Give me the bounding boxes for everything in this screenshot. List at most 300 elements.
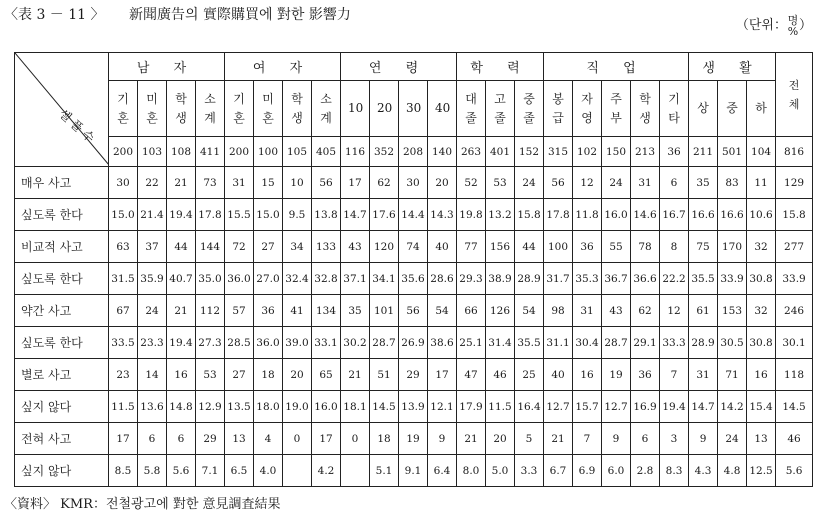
percent-cell: 28.7 bbox=[602, 327, 631, 359]
group-header: 직 업 bbox=[544, 53, 689, 81]
percent-cell: 17.6 bbox=[370, 199, 399, 231]
percent-cell: 30.1 bbox=[776, 327, 813, 359]
count-cell: 8 bbox=[660, 231, 689, 263]
count-cell: 55 bbox=[602, 231, 631, 263]
percent-cell: 39.0 bbox=[283, 327, 312, 359]
count-cell: 246 bbox=[776, 295, 813, 327]
percent-cell: 14.8 bbox=[167, 391, 196, 423]
count-cell: 19 bbox=[602, 359, 631, 391]
percent-cell: 8.3 bbox=[660, 455, 689, 487]
unit-denominator: % bbox=[787, 24, 799, 38]
sample-count: 108 bbox=[167, 137, 196, 167]
percent-cell: 16.7 bbox=[660, 199, 689, 231]
sub-header bbox=[225, 81, 254, 137]
count-cell: 6 bbox=[631, 423, 660, 455]
percent-cell: 10.6 bbox=[747, 199, 776, 231]
row-label: 약간 사고 bbox=[15, 295, 109, 327]
sub-header bbox=[689, 81, 718, 137]
sample-count: 103 bbox=[138, 137, 167, 167]
percent-cell: 14.6 bbox=[631, 199, 660, 231]
row-label: 별로 사고 bbox=[15, 359, 109, 391]
count-cell: 12 bbox=[573, 167, 602, 199]
count-cell: 98 bbox=[544, 295, 573, 327]
percent-cell: 16.6 bbox=[689, 199, 718, 231]
count-cell: 24 bbox=[602, 167, 631, 199]
corner-cell bbox=[15, 53, 109, 167]
sample-count: 401 bbox=[486, 137, 515, 167]
percent-cell: 12.5 bbox=[747, 455, 776, 487]
percent-cell: 19.0 bbox=[283, 391, 312, 423]
sub-header-text: 기 혼 bbox=[233, 91, 245, 125]
unit-numerator: 명 bbox=[787, 13, 799, 27]
percent-cell: 13.8 bbox=[312, 199, 341, 231]
count-cell: 54 bbox=[428, 295, 457, 327]
count-cell: 19 bbox=[399, 423, 428, 455]
percent-cell: 28.6 bbox=[428, 263, 457, 295]
count-cell: 62 bbox=[370, 167, 399, 199]
count-cell: 36 bbox=[573, 231, 602, 263]
count-cell: 31 bbox=[225, 167, 254, 199]
count-cell: 44 bbox=[167, 231, 196, 263]
sub-header-text: 대 졸 bbox=[465, 91, 477, 125]
sub-header-text: 소 계 bbox=[204, 91, 216, 125]
row-label: 싶도록 한다 bbox=[15, 327, 109, 359]
percent-cell: 33.5 bbox=[109, 327, 138, 359]
sample-count: 315 bbox=[544, 137, 573, 167]
count-cell: 3 bbox=[660, 423, 689, 455]
count-cell: 22 bbox=[138, 167, 167, 199]
count-cell: 32 bbox=[747, 295, 776, 327]
percent-cell: 5.8 bbox=[138, 455, 167, 487]
count-cell: 156 bbox=[486, 231, 515, 263]
count-cell: 16 bbox=[167, 359, 196, 391]
percent-cell: 19.8 bbox=[457, 199, 486, 231]
sub-header bbox=[457, 81, 486, 137]
percent-cell: 23.3 bbox=[138, 327, 167, 359]
count-cell: 75 bbox=[689, 231, 718, 263]
sample-count: 152 bbox=[515, 137, 544, 167]
sub-header-text: 미 혼 bbox=[146, 91, 158, 125]
sample-count-row bbox=[15, 137, 813, 167]
count-cell: 129 bbox=[776, 167, 813, 199]
percent-cell: 28.9 bbox=[515, 263, 544, 295]
row-label: 싶도록 한다 bbox=[15, 263, 109, 295]
sample-count: 100 bbox=[254, 137, 283, 167]
count-cell: 30 bbox=[109, 167, 138, 199]
count-cell: 46 bbox=[776, 423, 813, 455]
percent-cell: 31.1 bbox=[544, 327, 573, 359]
table-row bbox=[15, 391, 813, 423]
sample-count: 411 bbox=[196, 137, 225, 167]
count-cell: 83 bbox=[718, 167, 747, 199]
count-cell: 61 bbox=[689, 295, 718, 327]
count-cell: 56 bbox=[544, 167, 573, 199]
percent-cell: 35.5 bbox=[515, 327, 544, 359]
percent-cell: 18.0 bbox=[254, 391, 283, 423]
table-title-text: 新聞廣告의 實際購買에 對한 影響力 bbox=[128, 7, 351, 23]
percent-cell: 35.3 bbox=[573, 263, 602, 295]
count-cell: 126 bbox=[486, 295, 515, 327]
count-cell: 20 bbox=[486, 423, 515, 455]
group-header: 연 령 bbox=[341, 53, 457, 81]
count-cell: 9 bbox=[602, 423, 631, 455]
count-cell: 40 bbox=[544, 359, 573, 391]
table-row bbox=[15, 455, 813, 487]
count-cell: 40 bbox=[428, 231, 457, 263]
percent-cell: 4.3 bbox=[689, 455, 718, 487]
sub-header-text: 미 혼 bbox=[262, 91, 274, 125]
percent-cell: 4.8 bbox=[718, 455, 747, 487]
total-header-text: 전 체 bbox=[788, 78, 800, 111]
sub-header bbox=[602, 81, 631, 137]
percent-cell: 36.0 bbox=[225, 263, 254, 295]
count-cell: 41 bbox=[283, 295, 312, 327]
count-cell: 46 bbox=[486, 359, 515, 391]
count-cell: 21 bbox=[167, 167, 196, 199]
count-cell: 31 bbox=[631, 167, 660, 199]
percent-cell: 30.8 bbox=[747, 327, 776, 359]
sub-header-text: 중 졸 bbox=[523, 91, 535, 125]
percent-cell: 17.8 bbox=[544, 199, 573, 231]
percent-cell: 12.7 bbox=[544, 391, 573, 423]
sub-header bbox=[631, 81, 660, 137]
percent-cell: 35.5 bbox=[689, 263, 718, 295]
percent-cell: 16.9 bbox=[631, 391, 660, 423]
count-cell: 13 bbox=[747, 423, 776, 455]
sub-header-text: 중 bbox=[726, 101, 738, 115]
percent-cell: 5.1 bbox=[370, 455, 399, 487]
count-cell: 7 bbox=[660, 359, 689, 391]
percent-cell: 17.9 bbox=[457, 391, 486, 423]
count-cell: 16 bbox=[747, 359, 776, 391]
count-cell: 112 bbox=[196, 295, 225, 327]
count-cell: 120 bbox=[370, 231, 399, 263]
sub-header-text: 소 계 bbox=[320, 91, 332, 125]
percent-cell: 31.4 bbox=[486, 327, 515, 359]
count-cell: 9 bbox=[689, 423, 718, 455]
table-row bbox=[15, 199, 813, 231]
count-cell: 6 bbox=[167, 423, 196, 455]
percent-cell: 28.7 bbox=[370, 327, 399, 359]
percent-cell: 14.5 bbox=[370, 391, 399, 423]
sub-header bbox=[283, 81, 312, 137]
row-label: 전혀 사고 bbox=[15, 423, 109, 455]
percent-cell: 38.6 bbox=[428, 327, 457, 359]
percent-cell: 27.3 bbox=[196, 327, 225, 359]
unit-prefix: （단위： bbox=[735, 18, 787, 33]
count-cell: 7 bbox=[573, 423, 602, 455]
sample-count: 102 bbox=[573, 137, 602, 167]
sub-header bbox=[399, 81, 428, 137]
count-cell: 16 bbox=[573, 359, 602, 391]
count-cell: 63 bbox=[109, 231, 138, 263]
count-cell: 144 bbox=[196, 231, 225, 263]
percent-cell: 14.7 bbox=[689, 391, 718, 423]
table-row bbox=[15, 327, 813, 359]
sub-header bbox=[718, 81, 747, 137]
table-row bbox=[15, 231, 813, 263]
table-row bbox=[15, 359, 813, 391]
count-cell: 20 bbox=[283, 359, 312, 391]
percent-cell: 6.9 bbox=[573, 455, 602, 487]
percent-cell: 16.6 bbox=[718, 199, 747, 231]
table-row bbox=[15, 263, 813, 295]
sub-header-row bbox=[15, 81, 813, 137]
percent-cell: 13.9 bbox=[399, 391, 428, 423]
count-cell: 133 bbox=[312, 231, 341, 263]
count-cell: 34 bbox=[283, 231, 312, 263]
sub-header bbox=[515, 81, 544, 137]
count-cell: 17 bbox=[312, 423, 341, 455]
count-cell: 31 bbox=[689, 359, 718, 391]
percent-cell: 11.5 bbox=[486, 391, 515, 423]
count-cell: 43 bbox=[602, 295, 631, 327]
sample-count: 213 bbox=[631, 137, 660, 167]
count-cell: 31 bbox=[573, 295, 602, 327]
count-cell: 15 bbox=[254, 167, 283, 199]
percent-cell: 15.5 bbox=[225, 199, 254, 231]
sub-header-text: 40 bbox=[435, 101, 451, 115]
percent-cell: 31.7 bbox=[544, 263, 573, 295]
unit-fraction bbox=[787, 15, 799, 37]
sample-count: 140 bbox=[428, 137, 457, 167]
percent-cell: 5.6 bbox=[776, 455, 813, 487]
sample-count: 211 bbox=[689, 137, 718, 167]
sample-count: 816 bbox=[776, 137, 813, 167]
count-cell: 52 bbox=[457, 167, 486, 199]
percent-cell: 26.9 bbox=[399, 327, 428, 359]
percent-cell: 30.5 bbox=[718, 327, 747, 359]
percent-cell: 3.3 bbox=[515, 455, 544, 487]
count-cell: 32 bbox=[747, 231, 776, 263]
percent-cell: 12.9 bbox=[196, 391, 225, 423]
percent-cell: 36.0 bbox=[254, 327, 283, 359]
count-cell: 67 bbox=[109, 295, 138, 327]
count-cell: 71 bbox=[718, 359, 747, 391]
sub-header bbox=[573, 81, 602, 137]
count-cell: 24 bbox=[718, 423, 747, 455]
sub-header bbox=[167, 81, 196, 137]
table-row bbox=[15, 167, 813, 199]
sub-header bbox=[138, 81, 167, 137]
group-header: 학 력 bbox=[457, 53, 544, 81]
sub-header bbox=[747, 81, 776, 137]
group-header: 생 활 bbox=[689, 53, 776, 81]
percent-cell: 18.1 bbox=[341, 391, 370, 423]
percent-cell: 15.8 bbox=[776, 199, 813, 231]
percent-cell: 15.4 bbox=[747, 391, 776, 423]
percent-cell: 13.6 bbox=[138, 391, 167, 423]
sub-header-text: 봉 급 bbox=[552, 91, 564, 125]
sub-header-text: 기 타 bbox=[668, 91, 680, 125]
percent-cell: 8.0 bbox=[457, 455, 486, 487]
percent-cell: 12.7 bbox=[602, 391, 631, 423]
count-cell: 74 bbox=[399, 231, 428, 263]
count-cell: 65 bbox=[312, 359, 341, 391]
sub-header-text: 주 부 bbox=[610, 91, 622, 125]
sub-header bbox=[370, 81, 399, 137]
count-cell: 51 bbox=[370, 359, 399, 391]
count-cell: 62 bbox=[631, 295, 660, 327]
count-cell: 43 bbox=[341, 231, 370, 263]
percent-cell: 6.4 bbox=[428, 455, 457, 487]
count-cell: 47 bbox=[457, 359, 486, 391]
percent-cell: 9.5 bbox=[283, 199, 312, 231]
count-cell: 56 bbox=[399, 295, 428, 327]
count-cell: 56 bbox=[312, 167, 341, 199]
percent-cell: 5.0 bbox=[486, 455, 515, 487]
count-cell: 36 bbox=[631, 359, 660, 391]
count-cell: 17 bbox=[109, 423, 138, 455]
table-number: 〈表 3 － 11 〉 bbox=[4, 7, 105, 23]
percent-cell: 33.1 bbox=[312, 327, 341, 359]
percent-cell: 29.3 bbox=[457, 263, 486, 295]
percent-cell: 17.8 bbox=[196, 199, 225, 231]
percent-cell: 12.1 bbox=[428, 391, 457, 423]
sub-header-text: 고 졸 bbox=[494, 91, 506, 125]
count-cell: 0 bbox=[341, 423, 370, 455]
row-label: 싶도록 한다 bbox=[15, 199, 109, 231]
count-cell: 11 bbox=[747, 167, 776, 199]
count-cell: 57 bbox=[225, 295, 254, 327]
percent-cell: 35.0 bbox=[196, 263, 225, 295]
sample-count: 150 bbox=[602, 137, 631, 167]
percent-cell: 16.4 bbox=[515, 391, 544, 423]
percent-cell: 6.0 bbox=[602, 455, 631, 487]
sub-header-text: 학 생 bbox=[175, 91, 187, 125]
sample-count: 200 bbox=[225, 137, 254, 167]
count-cell: 18 bbox=[254, 359, 283, 391]
count-cell: 24 bbox=[515, 167, 544, 199]
sample-count: 501 bbox=[718, 137, 747, 167]
sub-header bbox=[312, 81, 341, 137]
percent-cell: 7.1 bbox=[196, 455, 225, 487]
count-cell: 10 bbox=[283, 167, 312, 199]
sub-header bbox=[196, 81, 225, 137]
percent-cell: 35.9 bbox=[138, 263, 167, 295]
total-header bbox=[776, 53, 813, 137]
count-cell: 134 bbox=[312, 295, 341, 327]
count-cell: 77 bbox=[457, 231, 486, 263]
count-cell: 25 bbox=[515, 359, 544, 391]
percent-cell: 16.0 bbox=[312, 391, 341, 423]
count-cell: 35 bbox=[689, 167, 718, 199]
sub-header-text: 자 영 bbox=[581, 91, 593, 125]
count-cell: 21 bbox=[341, 359, 370, 391]
count-cell: 30 bbox=[399, 167, 428, 199]
count-cell: 53 bbox=[196, 359, 225, 391]
sub-header-text: 학 생 bbox=[291, 91, 303, 125]
sub-header bbox=[341, 81, 370, 137]
percent-cell: 38.9 bbox=[486, 263, 515, 295]
sub-header bbox=[486, 81, 515, 137]
percent-cell: 33.9 bbox=[718, 263, 747, 295]
count-cell: 27 bbox=[254, 231, 283, 263]
count-cell: 4 bbox=[254, 423, 283, 455]
count-cell: 20 bbox=[428, 167, 457, 199]
percent-cell: 15.0 bbox=[254, 199, 283, 231]
percent-cell: 37.1 bbox=[341, 263, 370, 295]
sample-count: 208 bbox=[399, 137, 428, 167]
percent-cell: 35.6 bbox=[399, 263, 428, 295]
percent-cell: 13.5 bbox=[225, 391, 254, 423]
percent-cell: 28.9 bbox=[689, 327, 718, 359]
percent-cell: 15.8 bbox=[515, 199, 544, 231]
count-cell: 44 bbox=[515, 231, 544, 263]
sub-header-text: 기 혼 bbox=[117, 91, 129, 125]
percent-cell: 14.7 bbox=[341, 199, 370, 231]
percent-cell: 40.7 bbox=[167, 263, 196, 295]
percent-cell: 30.4 bbox=[573, 327, 602, 359]
table-row bbox=[15, 295, 813, 327]
sample-count: 36 bbox=[660, 137, 689, 167]
sample-count: 405 bbox=[312, 137, 341, 167]
percent-cell bbox=[283, 455, 312, 487]
row-label: 싶지 않다 bbox=[15, 391, 109, 423]
percent-cell: 28.5 bbox=[225, 327, 254, 359]
row-label: 매우 사고 bbox=[15, 167, 109, 199]
count-cell: 21 bbox=[167, 295, 196, 327]
count-cell: 37 bbox=[138, 231, 167, 263]
percent-cell: 30.2 bbox=[341, 327, 370, 359]
percent-cell: 6.7 bbox=[544, 455, 573, 487]
sub-header-text: 10 bbox=[348, 101, 364, 115]
group-header: 여 자 bbox=[225, 53, 341, 81]
sample-size-label: 셀 플 수 bbox=[56, 106, 98, 146]
sub-header bbox=[544, 81, 573, 137]
percent-cell: 36.7 bbox=[602, 263, 631, 295]
percent-cell: 19.4 bbox=[167, 199, 196, 231]
percent-cell: 34.1 bbox=[370, 263, 399, 295]
count-cell: 35 bbox=[341, 295, 370, 327]
count-cell: 78 bbox=[631, 231, 660, 263]
percent-cell: 32.8 bbox=[312, 263, 341, 295]
group-header-row bbox=[15, 53, 813, 81]
count-cell: 21 bbox=[544, 423, 573, 455]
sub-header bbox=[660, 81, 689, 137]
percent-cell: 33.9 bbox=[776, 263, 813, 295]
percent-cell: 14.2 bbox=[718, 391, 747, 423]
percent-cell: 33.3 bbox=[660, 327, 689, 359]
percent-cell: 30.8 bbox=[747, 263, 776, 295]
count-cell: 100 bbox=[544, 231, 573, 263]
count-cell: 6 bbox=[138, 423, 167, 455]
count-cell: 73 bbox=[196, 167, 225, 199]
percent-cell: 6.5 bbox=[225, 455, 254, 487]
count-cell: 17 bbox=[428, 359, 457, 391]
count-cell: 101 bbox=[370, 295, 399, 327]
count-cell: 54 bbox=[515, 295, 544, 327]
count-cell: 14 bbox=[138, 359, 167, 391]
percent-cell: 25.1 bbox=[457, 327, 486, 359]
count-cell: 29 bbox=[399, 359, 428, 391]
percent-cell: 31.5 bbox=[109, 263, 138, 295]
percent-cell: 14.5 bbox=[776, 391, 813, 423]
percent-cell: 19.4 bbox=[167, 327, 196, 359]
count-cell: 12 bbox=[660, 295, 689, 327]
percent-cell: 4.0 bbox=[254, 455, 283, 487]
count-cell: 153 bbox=[718, 295, 747, 327]
count-cell: 9 bbox=[428, 423, 457, 455]
count-cell: 36 bbox=[254, 295, 283, 327]
sub-header-text: 상 bbox=[697, 101, 709, 115]
count-cell: 66 bbox=[457, 295, 486, 327]
row-label: 비교적 사고 bbox=[15, 231, 109, 263]
count-cell: 29 bbox=[196, 423, 225, 455]
sub-header bbox=[109, 81, 138, 137]
unit-suffix: ） bbox=[798, 18, 812, 33]
table-title bbox=[4, 4, 351, 24]
